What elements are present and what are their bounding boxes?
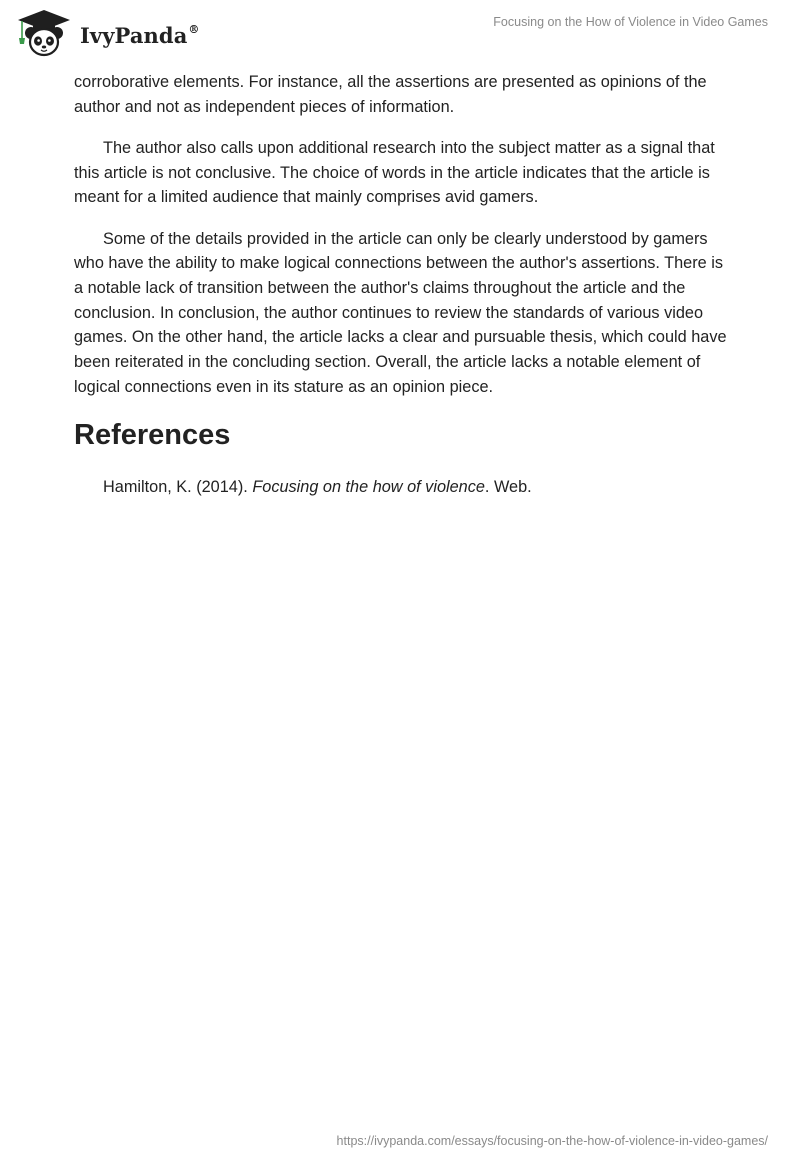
source-url[interactable]: https://ivypanda.com/essays/focusing-on-the-how-of-violence-in-video-games/ — [336, 1134, 768, 1148]
paragraph-continued: corroborative elements. For instance, all the assertions are presented as opinions of the author and not as independent pieces of information. — [74, 73, 707, 116]
brand-name: IvyPanda® — [80, 22, 200, 48]
brand-logo[interactable] — [14, 8, 200, 58]
panda-logo-icon — [14, 8, 74, 58]
reference-author-year: Hamilton, K. (2014). — [103, 478, 253, 497]
reference-title: Focusing on the how of violence — [252, 478, 485, 497]
reference-entry — [74, 475, 734, 500]
paragraph: The author also calls upon additional research into the subject matter as a signal that this article is not conclusive. The choice of words in the article indicates that the article is meant for a limited audience that mainly comprises avid gamers. — [74, 138, 715, 207]
paragraph: Some of the details provided in the article can only be clearly understood by gamers who have the ability to make logical connections between the author's assertions. There is a notable lack of transition between the author's claims throughout the article and the conclusion. In conclusion, the author continues to review the standards of various video games. On the other hand, the article lacks a clear and pursuable thesis, which could have been reiterated in the concluding section. Overall, the article lacks a notable element of logical connections even in its stature as an opinion piece. — [74, 229, 727, 396]
document-body — [74, 70, 734, 500]
references-heading: References — [74, 419, 231, 452]
reference-suffix: . Web. — [484, 478, 532, 497]
page-header — [0, 0, 800, 64]
running-title: Focusing on the How of Violence in Video Games — [493, 15, 768, 29]
